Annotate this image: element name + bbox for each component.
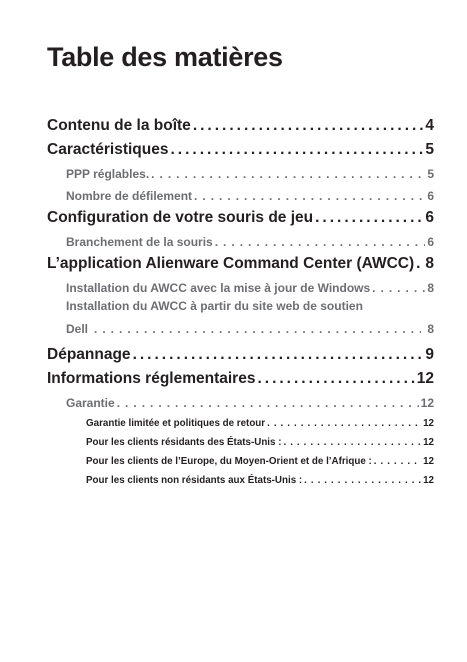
toc-page-number: 12 [423,475,434,486]
dot-leader [94,322,421,336]
toc-entry-label: Informations réglementaires [47,370,256,387]
dot-leader [193,117,424,135]
toc-entry-ppp[interactable] [47,159,434,181]
toc-entry-label: Branchement de la souris [66,235,213,249]
toc-entry-caracteristiques[interactable] [47,135,434,159]
toc-entry-awcc-web[interactable] [47,299,434,336]
toc-entry-label: Installation du AWCC à partir du site web de soutien [66,299,363,313]
dot-leader [151,167,425,181]
table-of-contents [47,111,434,486]
toc-entry-garantie[interactable] [47,388,434,410]
toc-entry-label: Contenu de la boîte [47,117,191,134]
toc-entry-label: PPP réglables. [66,167,150,181]
toc-page-number: 12 [423,418,434,429]
toc-page-number: 12 [416,370,434,387]
dot-leader [194,189,425,203]
toc-page-number: 6 [427,235,434,249]
dot-leader [374,456,421,467]
toc-entry-label: Installation du AWCC avec la mise à jour de Windows [66,281,371,295]
dot-leader [315,209,423,227]
toc-page-number: 8 [427,281,434,295]
toc-page-number: 4 [425,117,434,134]
toc-entry-awcc[interactable] [47,249,434,273]
dot-leader [267,418,421,429]
dot-leader [170,141,423,159]
toc-entry-non-residants[interactable] [47,467,434,486]
toc-entry-label: L’application Alienware Command Center (AWCC) [47,255,415,272]
toc-entry-contenu[interactable] [47,111,434,135]
toc-entry-label: Pour les clients de l’Europe, du Moyen-Orient et de l’Afrique : [86,456,372,467]
toc-entry-label: Nombre de défilement [66,189,193,203]
dot-leader [257,370,414,388]
toc-entry-awcc-windows[interactable] [47,273,434,295]
toc-entry-label: Caractéristiques [47,141,169,158]
toc-page-number: 5 [427,167,434,181]
dot-leader [215,235,426,249]
toc-entry-residants-us[interactable] [47,429,434,448]
toc-page-number: 8 [425,255,434,272]
toc-entry-informations[interactable] [47,364,434,388]
toc-page-number: 6 [427,189,434,203]
toc-entry-label-continued: Dell [66,322,89,336]
dot-leader [117,396,419,410]
toc-entry-label: Configuration de votre souris de jeu [47,209,314,226]
toc-entry-garantie-limitee[interactable] [47,410,434,429]
toc-page-number: 8 [427,322,434,336]
toc-page-number: 9 [425,346,434,363]
toc-page-number: 12 [423,456,434,467]
page-title: Table des matières [47,42,283,72]
dot-leader [372,281,425,295]
toc-entry-label: Garantie limitée et politiques de retour [86,418,266,429]
toc-entry-branchement[interactable] [47,227,434,249]
toc-entry-label: Garantie [66,396,115,410]
dot-leader [133,346,424,364]
toc-entry-label: Pour les clients résidants des États-Unis : [86,437,282,448]
toc-entry-defilement[interactable] [47,181,434,203]
dot-leader [283,437,421,448]
dot-leader [416,255,423,273]
dot-leader [304,475,421,486]
toc-entry-label: Dépannage [47,346,131,363]
toc-entry-depannage[interactable] [47,340,434,364]
toc-entry-europe[interactable] [47,448,434,467]
toc-page-number: 6 [425,209,434,226]
toc-page-number: 12 [423,437,434,448]
toc-entry-configuration[interactable] [47,203,434,227]
toc-page-number: 5 [425,141,434,158]
toc-entry-label: Pour les clients non résidants aux États-Unis : [86,475,303,486]
toc-page-number: 12 [420,396,434,410]
